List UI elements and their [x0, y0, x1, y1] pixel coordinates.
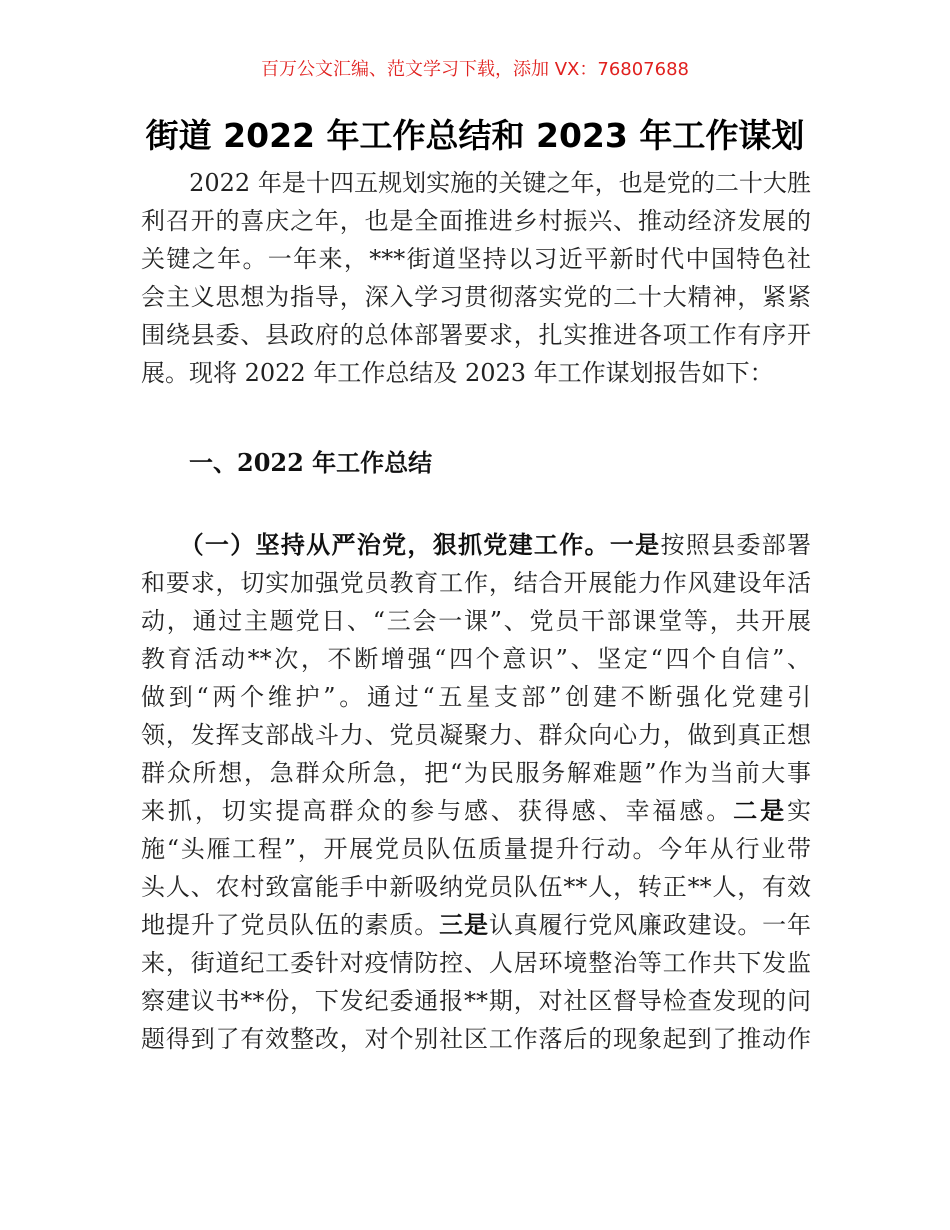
body-text: 按照县委部署 — [660, 531, 812, 559]
text-line — [141, 640, 811, 678]
body-text: 来，街道纪工委针对疫情防控、人居环境整治等工作共下发监 — [141, 949, 811, 977]
body-text: 展。现将 2022 年工作总结及 2023 年工作谋划报告如下： — [141, 359, 774, 387]
body-text: 围绕县委、县政府的总体部署要求，扎实推进各项工作有序开 — [141, 321, 811, 349]
body-text: 利召开的喜庆之年，也是全面推进乡村振兴、推动经济发展的 — [141, 207, 811, 235]
body-text: 领，发挥支部战斗力、党员凝聚力、群众向心力，做到真正想 — [141, 721, 811, 749]
bold-text: 一、2022 年工作总结 — [141, 448, 433, 477]
bold-text: 三是 — [439, 910, 489, 939]
body-text: 动，通过主题党日、“三会一课”、党员干部课堂等，共开展 — [141, 607, 811, 635]
text-line — [141, 602, 811, 640]
body-text: 认真履行党风廉政建设。一年 — [488, 911, 812, 939]
text-line — [141, 906, 811, 944]
text-line — [141, 316, 811, 354]
watermark-text: 百万公文汇编、范文学习下载，添加 VX：76807688 — [261, 59, 689, 80]
text-line — [141, 678, 811, 716]
text-line — [141, 354, 811, 392]
body-text: 头人、农村致富能手中新吸纳党员队伍**人，转正**人，有效 — [141, 873, 811, 901]
document-title: 街道 2022 年工作总结和 2023 年工作谋划 — [145, 116, 805, 155]
text-line — [141, 982, 811, 1020]
text-line — [141, 944, 811, 982]
text-line — [141, 564, 811, 602]
text-line — [141, 868, 811, 906]
body-text: 2022 年是十四五规划实施的关键之年，也是党的二十大胜 — [141, 169, 811, 197]
bold-text: 二是 — [733, 796, 788, 825]
text-line — [141, 278, 811, 316]
text-line — [141, 444, 811, 482]
body-text: 会主义思想为指导，深入学习贯彻落实党的二十大精神，紧紧 — [141, 283, 811, 311]
body-text: 和要求，切实加强党员教育工作，结合开展能力作风建设年活 — [141, 569, 811, 597]
text-line — [141, 754, 811, 792]
text-line — [141, 716, 811, 754]
text-line — [141, 164, 811, 202]
body-text: 教育活动**次，不断增强“四个意识”、坚定“四个自信”、 — [141, 645, 811, 673]
paragraph-intro — [141, 164, 811, 392]
bold-text: （一）坚持从严治党，狠抓党建工作。一是 — [141, 530, 661, 559]
text-line — [141, 240, 811, 278]
body-text: 察建议书**份，下发纪委通报**期，对社区督导检查发现的问 — [141, 987, 811, 1015]
body-text: 做到“两个维护”。通过“五星支部”创建不断强化党建引 — [141, 683, 811, 711]
text-line — [141, 526, 811, 564]
section-heading — [141, 444, 811, 482]
body-text: 题得到了有效整改，对个别社区工作落后的现象起到了推动作 — [141, 1025, 811, 1053]
body-text: 来抓，切实提高群众的参与感、获得感、幸福感。 — [141, 797, 734, 825]
body-text: 关键之年。一年来，***街道坚持以习近平新时代中国特色社 — [141, 245, 811, 273]
text-line — [141, 1020, 811, 1058]
body-text: 实 — [787, 797, 812, 825]
text-line — [141, 830, 811, 868]
body-text: 施“头雁工程”，开展党员队伍质量提升行动。今年从行业带 — [141, 835, 811, 863]
paragraph-party-building — [141, 526, 811, 1058]
text-line — [141, 202, 811, 240]
text-line — [141, 792, 811, 830]
body-text: 地提升了党员队伍的素质。 — [141, 911, 440, 939]
body-text: 群众所想，急群众所急，把“为民服务解难题”作为当前大事 — [141, 759, 811, 787]
